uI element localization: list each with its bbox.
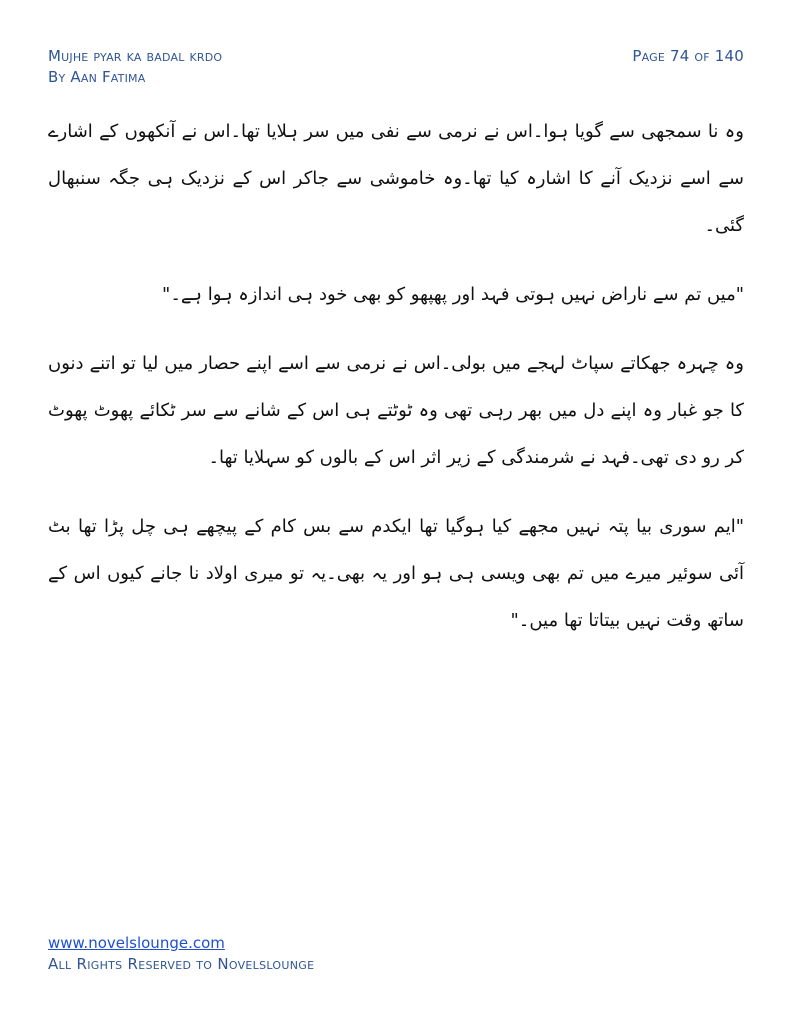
story-text [48, 108, 744, 666]
novel-title: Mujhe pyar ka badal krdo [48, 47, 223, 65]
footer [48, 933, 314, 975]
paragraph-3: وہ چہرہ جھکاتے سپاٹ لہجے میں بولی۔اس نے نرمی سے اسے اپنے حصار میں لیا تو اتنے دنوں کا جو غبار وہ اپنے دل میں بھر رہی تھی وہ ٹوٹتے ہی اس کے شانے سے سر ٹکائے پھوٹ پھوٹ کر رو دی تھی۔فہد نے شرمندگی کے زیر اثر اس کے بالوں کو سہلایا تھا۔ [48, 353, 744, 468]
rights-notice: All Rights Reserved to Novelslounge [48, 955, 315, 973]
website-link[interactable]: www.novelslounge.com [48, 934, 225, 952]
page-number: Page 74 of 140 [632, 47, 744, 65]
author-line: By Aan Fatima [48, 68, 146, 86]
header-left [48, 46, 222, 88]
paragraph-1: وہ نا سمجھی سے گویا ہوا۔اس نے نرمی سے نفی میں سر ہلایا تھا۔اس نے آنکھوں کے اشارے سے اسے نزدیک آنے کا اشارہ کیا تھا۔وہ خاموشی سے جاکر اس کے نزدیک ہی جگہ سنبھال گئی۔ [48, 121, 744, 236]
paragraph-4: "ایم سوری بیا پتہ نہیں مجھے کیا ہوگیا تھا ایکدم سے بس کام کے پیچھے ہی چل پڑا تھا بٹ آئی سوئیر میرے میں تم بھی ویسی ہی ہو اور یہ بھی۔یہ تو میری اولاد نا جانے کیوں اس کے ساتھ وقت نہیں بیتاتا تھا میں۔" [48, 516, 744, 631]
paragraph-2: "میں تم سے ناراض نہیں ہوتی فہد اور پھپھو کو بھی خود ہی اندازہ ہوا ہے۔" [162, 284, 744, 305]
